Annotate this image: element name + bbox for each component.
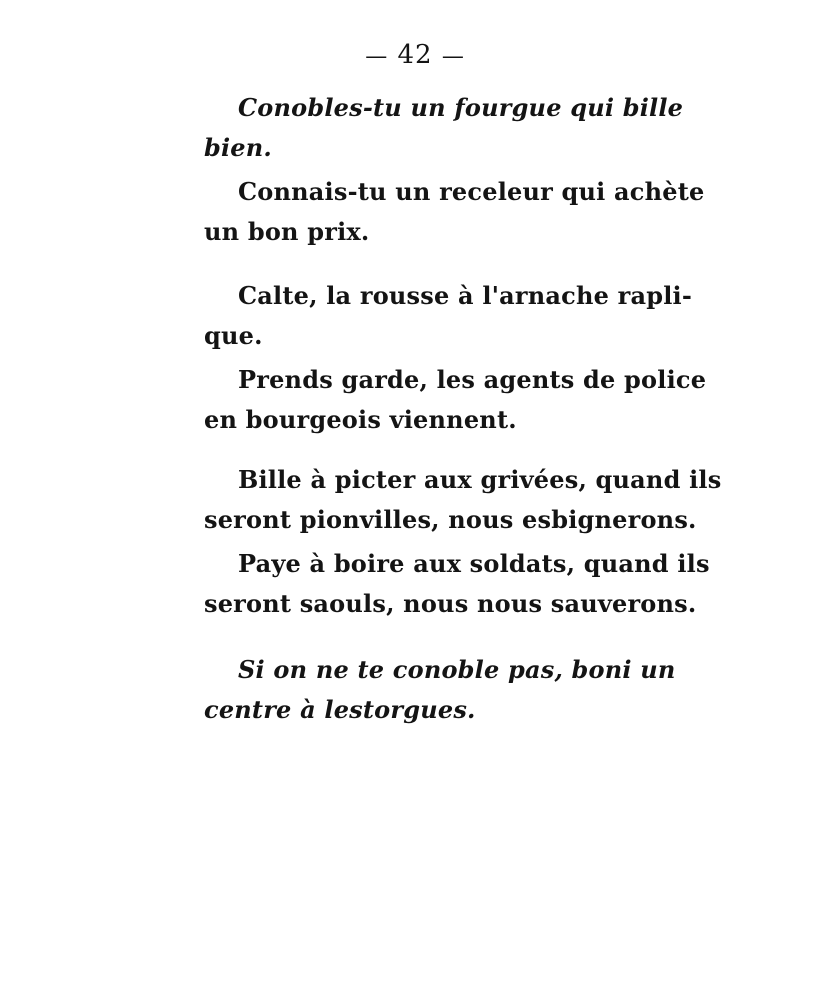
paragraph-line: Prends garde, les agents de police bbox=[238, 365, 707, 394]
paragraph-line: seront saouls, nous nous sauverons. bbox=[204, 589, 697, 618]
paragraph-line: que. bbox=[204, 321, 263, 350]
page-number: 42 bbox=[397, 40, 433, 70]
paragraph-argot-2 bbox=[204, 276, 693, 356]
paragraph-argot-4 bbox=[204, 650, 674, 730]
paragraph-line: Conobles-tu un fourgue qui bille bbox=[238, 93, 684, 122]
paragraph-line: Bille à picter aux grivées, quand ils bbox=[238, 465, 722, 494]
paragraph-translation-3 bbox=[204, 544, 710, 624]
paragraph-translation-2 bbox=[204, 360, 707, 440]
paragraph-line: en bourgeois viennent. bbox=[204, 405, 517, 434]
paragraph-line: Si on ne te conoble pas, boni un bbox=[238, 655, 676, 684]
paragraph-line: Paye à boire aux soldats, quand ils bbox=[238, 549, 710, 578]
paragraph-argot-1 bbox=[204, 88, 684, 168]
paragraph-translation-1 bbox=[204, 172, 705, 252]
header-dash-right: — bbox=[441, 44, 465, 69]
paragraph-line: Connais-tu un receleur qui achète bbox=[238, 177, 705, 206]
page-header bbox=[340, 40, 490, 70]
header-dash-left: — bbox=[365, 44, 389, 69]
paragraph-line: un bon prix. bbox=[204, 217, 370, 246]
paragraph-line: seront pionvilles, nous esbignerons. bbox=[204, 505, 697, 534]
paragraph-line: bien. bbox=[204, 133, 272, 162]
paragraph-line: Calte, la rousse à l'arnache rapli- bbox=[238, 281, 693, 310]
paragraph-line: centre à lestorgues. bbox=[204, 695, 476, 724]
paragraph-argot-3 bbox=[204, 460, 722, 540]
